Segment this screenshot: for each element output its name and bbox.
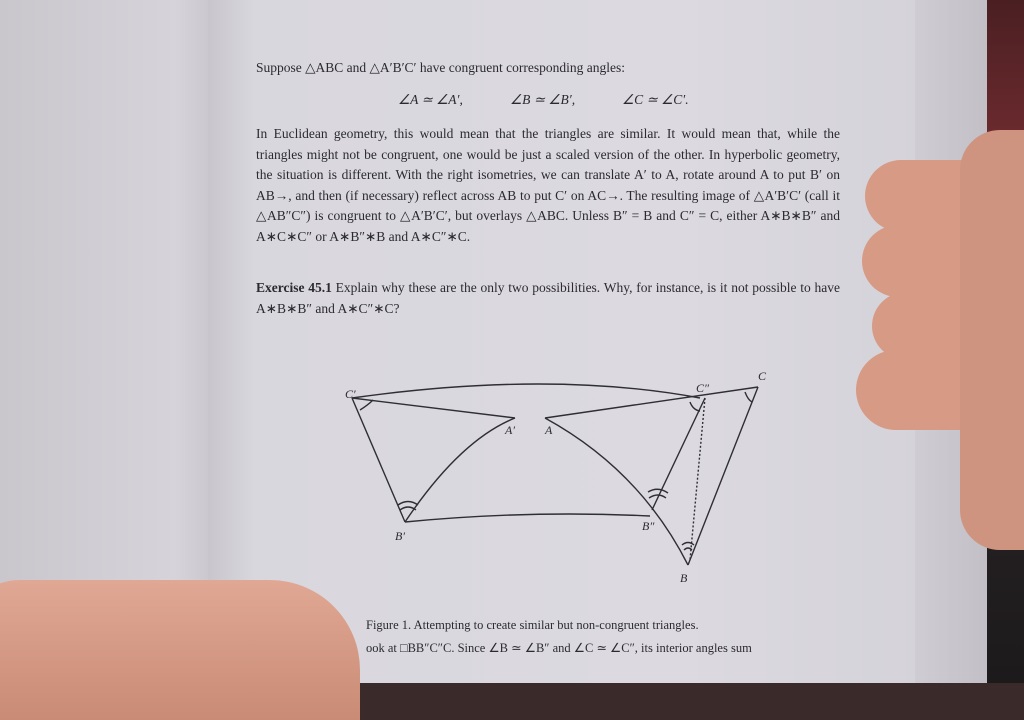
label-b-prime: B′	[395, 529, 405, 543]
arc-c1-c2	[352, 384, 700, 398]
segment-c1-b1	[352, 398, 405, 522]
left-hand-thumb	[0, 580, 360, 720]
label-c-double-prime: C″	[696, 381, 710, 395]
label-c-prime: C′	[345, 387, 356, 401]
angle-congruence-c: ∠C ≃ ∠C′.	[622, 92, 689, 107]
angle-mark-c1	[360, 400, 373, 410]
figure-caption	[366, 618, 699, 633]
segment-a-c	[545, 387, 758, 418]
angle-mark-b1	[398, 502, 418, 511]
label-b: B	[680, 571, 688, 585]
label-a-prime: A′	[505, 423, 515, 437]
figure-caption-text: Attempting to create similar but non-congruent triangles.	[413, 618, 699, 632]
exercise-text: Explain why these are the only two possibilities. Why, for instance, is it not possible to have A∗B∗B″ and A∗C″∗C?	[256, 280, 841, 316]
intro-text: Suppose △ABC and △A′B′C′ have congruent corresponding angles:	[256, 60, 625, 75]
arc-b1-a1	[405, 418, 515, 522]
angle-congruence-a: ∠A ≃ ∠A′,	[398, 92, 463, 107]
angle-mark-c	[745, 392, 752, 402]
label-b-double-prime: B″	[642, 519, 655, 533]
figure-label: Figure 1.	[366, 618, 412, 632]
dashed-c2-b	[690, 398, 705, 560]
label-a: A	[545, 423, 553, 437]
angle-mark-c2	[690, 402, 700, 411]
arc-b1-b2	[405, 514, 650, 522]
segment-c2-b2	[652, 398, 705, 510]
angle-congruence-b: ∠B ≃ ∠B′,	[510, 92, 576, 107]
angle-mark-b	[682, 543, 694, 551]
right-hand-palm	[960, 130, 1024, 550]
bottom-line-text: ook at □BB″C″C. Since ∠B ≃ ∠B″ and ∠C ≃ ∠C″, its interior angles sum	[366, 641, 752, 655]
segment-c1-a1	[352, 398, 515, 418]
segment-c-b	[688, 387, 758, 565]
body-paragraph: In Euclidean geometry, this would mean that the triangles are similar. It would mean that, while the triangles might not be congruent, one would be just a scaled version of the other. In hyperbolic geometry, the situation is different. With the right isometries, we can translate A′ to A, rotate around A to put B′ on AB→, and then (if necessary) reflect across AB to put C′ on AC→. The resulting image of △A′B′C′ (call it △AB″C″) is congruent to △A′B′C′, but overlays △ABC. Unless B″ = B and C″ = C, either A∗B∗B″ and A∗C∗C″ or A∗B″∗B and A∗C″∗C.	[256, 126, 840, 244]
exercise-label: Exercise 45.1	[256, 280, 332, 295]
label-c: C	[758, 369, 767, 383]
